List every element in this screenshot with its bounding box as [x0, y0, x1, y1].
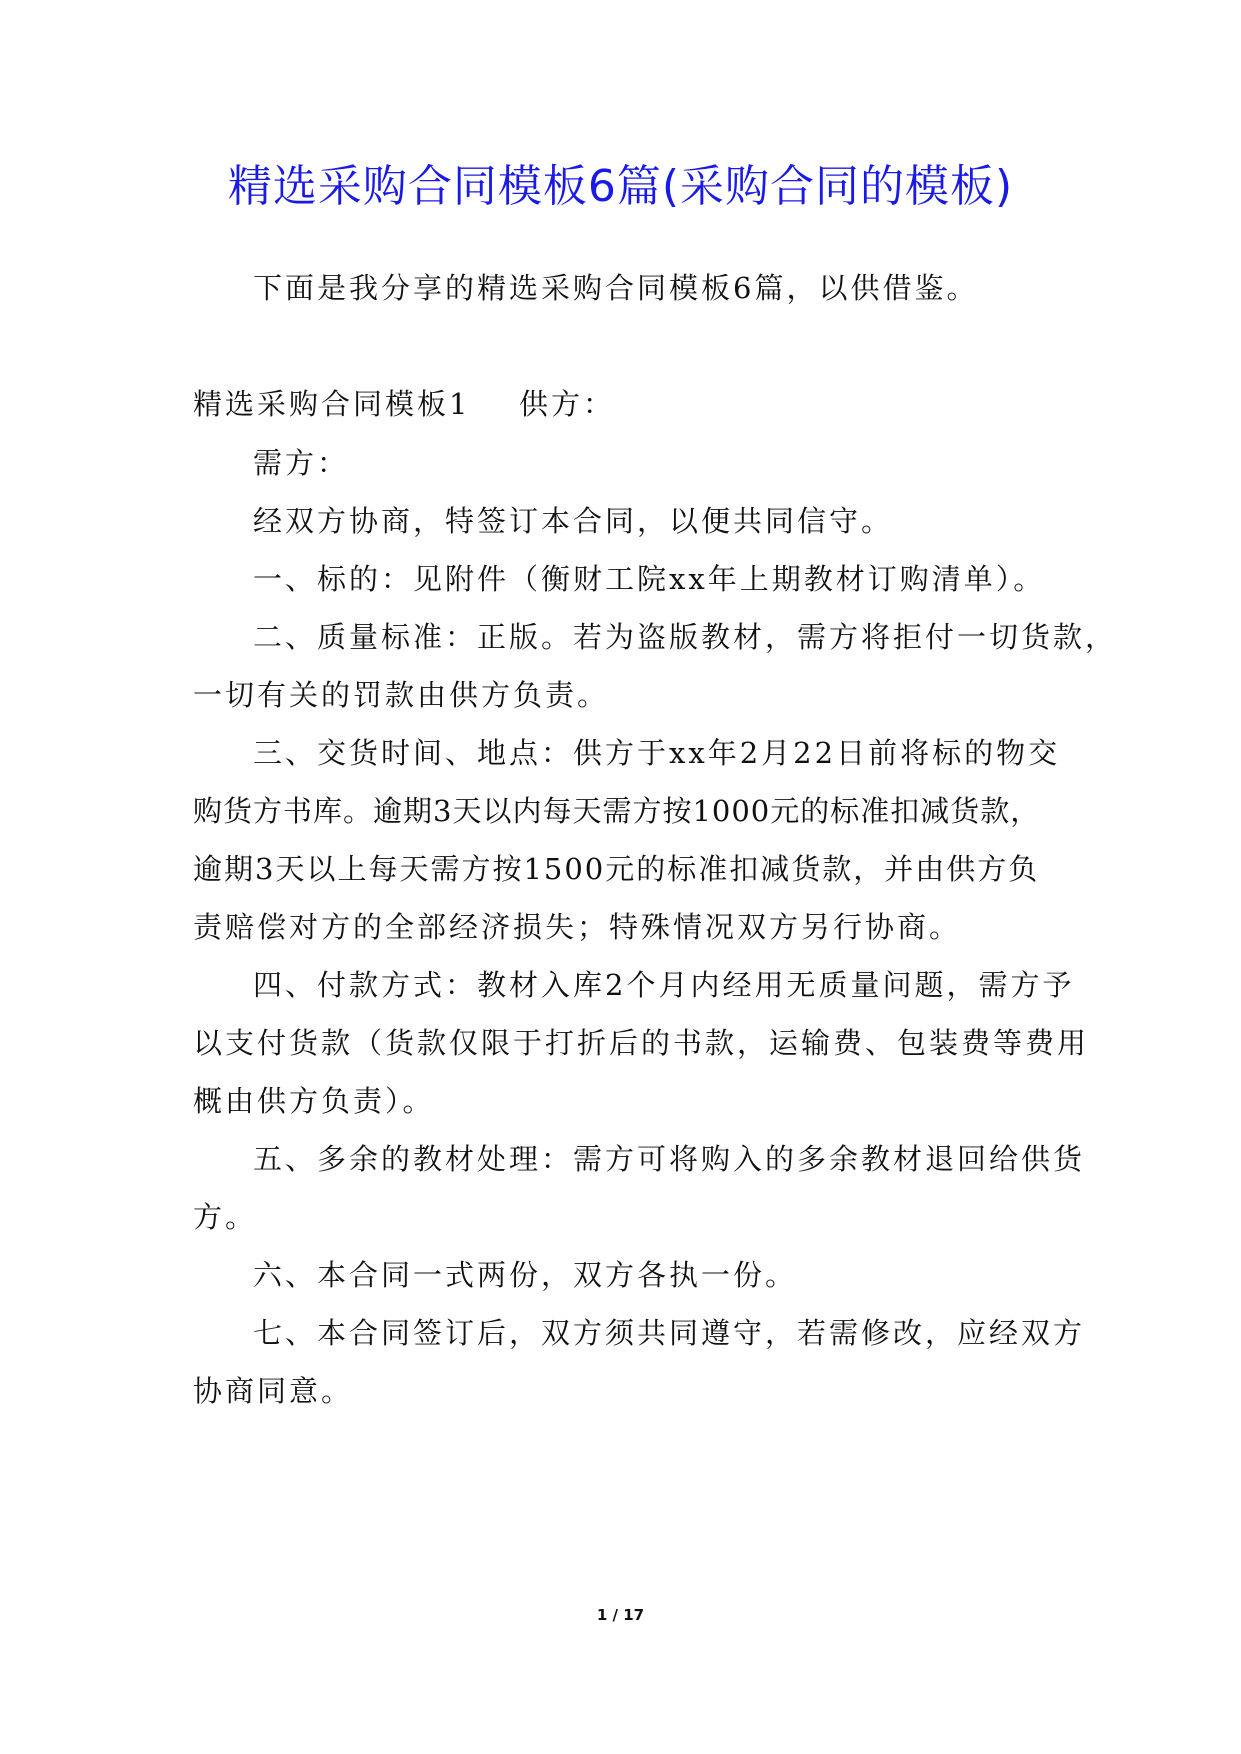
supplier-label: 供方：: [519, 387, 616, 421]
paragraph-line: 四、付款方式：教材入库2个月内经用无质量问题，需方予: [253, 968, 1075, 1002]
paragraph-line: 逾期3天以上每天需方按1500元的标准扣减货款，并由供方负: [193, 852, 1040, 886]
intro-paragraph: 下面是我分享的精选采购合同模板6篇，以供借鉴。: [253, 271, 979, 305]
paragraph-line: 二、质量标准：正版。若为盗版教材，需方将拒付一切货款，: [253, 620, 1118, 654]
paragraph-line: 责赔偿对方的全部经济损失；特殊情况双方另行协商。: [193, 910, 962, 944]
document-title: 精选采购合同模板6篇(采购合同的模板): [227, 161, 1014, 212]
section-heading: 精选采购合同模板1: [193, 387, 471, 421]
page-number: 1 / 17: [596, 1606, 645, 1624]
paragraph-line: 七、本合同签订后，双方须共同遵守，若需修改，应经双方: [253, 1316, 1086, 1350]
paragraph-line: 购货方书库。逾期3天以内每天需方按1000元的标准扣减货款，: [193, 794, 1041, 828]
paragraph-line: 经双方协商，特签订本合同，以便共同信守。: [253, 504, 894, 538]
paragraph-line: 概由供方负责）。: [193, 1084, 435, 1118]
paragraph-line: 一切有关的罚款由供方负责。: [193, 678, 610, 712]
paragraph-line: 三、交货时间、地点：供方于xx年2月22日前将标的物交: [253, 736, 1061, 770]
paragraph-line: 五、多余的教材处理：需方可将购入的多余教材退回给供货: [253, 1142, 1086, 1176]
paragraph-line: 协商同意。: [193, 1374, 354, 1408]
buyer-label: 需方：: [253, 446, 350, 480]
paragraph-line: 方。: [193, 1200, 258, 1234]
paragraph-line: 以支付货款（货款仅限于打折后的书款，运输费、包装费等费用: [193, 1026, 1090, 1060]
paragraph-line: 一、标的：见附件（衡财工院xx年上期教材订购清单）。: [253, 562, 1046, 596]
paragraph-line: 六、本合同一式两份，双方各执一份。: [253, 1258, 798, 1292]
document-body: [193, 0, 1118, 1754]
